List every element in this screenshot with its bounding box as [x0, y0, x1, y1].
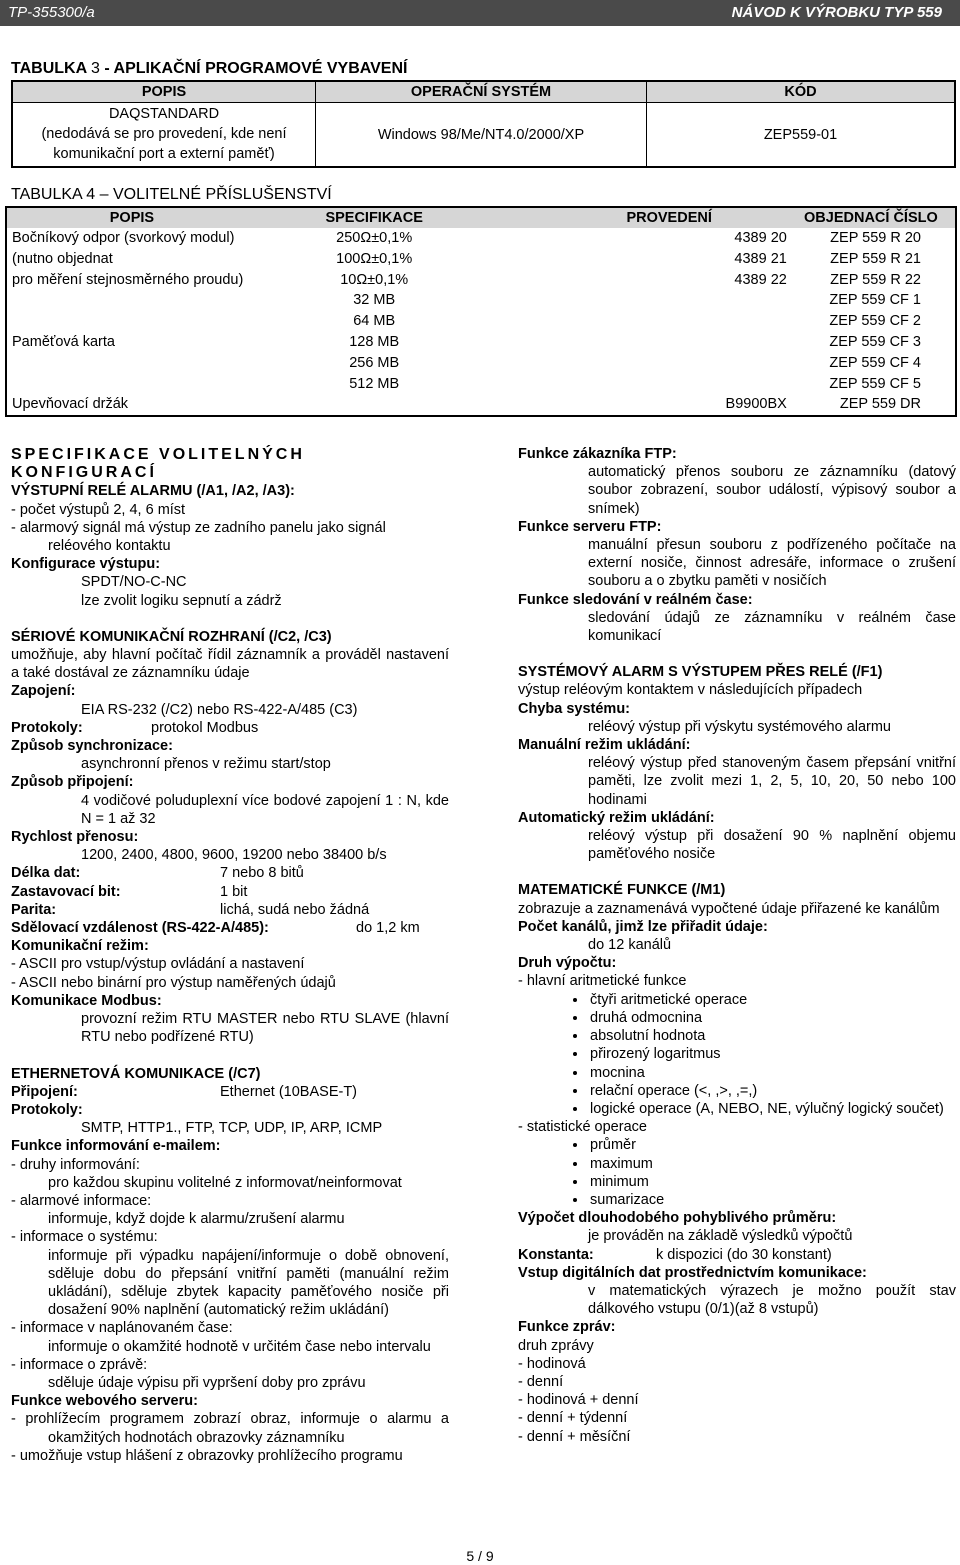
col-header: SPECIFIKACE [257, 207, 492, 228]
subheading: Funkce zákazníka FTP: [518, 446, 677, 462]
col-header: KÓD [647, 81, 956, 103]
table-row: Upevňovací držák B9900BX ZEP 559 DR [12, 396, 921, 413]
list-item: • druhá odmocnina [588, 1009, 956, 1027]
list-item: • minimum [588, 1173, 956, 1191]
list-item: • absolutní hodnota [588, 1027, 956, 1045]
doc-number: TP-355300/a [8, 4, 95, 21]
list-item: • sumarizace [588, 1191, 956, 1209]
list-item: • logické operace (A, NEBO, NE, výlučný logický součet) [588, 1100, 956, 1118]
subheading: VÝSTUPNÍ RELÉ ALARMU (/A1, /A2, /A3): [11, 483, 295, 500]
left-column: SPECIFIKACE VOLITELNÝCH KONFIGURACÍ VÝSTUPNÍ RELÉ ALARMU (/A1, /A2, /A3): - počet výstupů 2, 4, 6 míst - alarmový signál má výstup ze zadního panelu jako signál reléového kontaktu Konfigurace výstupu: SPDT/NO-C-NC lze zvolit logiku sepnutí a zádrž SÉRIOVÉ KOMUNIKAČNÍ ROZHRANÍ (/C2, /C3) umožňuje, aby hlavní počítač řídil záznamník a prováděl nastavení a také dostával ze záznamníku údaje Zapojení: EIA RS-232 (/C2) nebo RS-422-A/485 (C3) Protokoly: protokol Modbus Způsob synchronizace: asynchronní přenos v režimu start/stop Způsob připojení: 4 vodičové poluduplexní více bodové zapojení 1 : N, kde N = 1 až 32 Rychlost přenosu: 1200, 2400, 4800, 9600, 19200 nebo 38400 b/s Délka dat: 7 nebo 8 bitů Zastavovací bit: 1 bit Parita: lichá, sudá nebo žádná Sdělovací vzdálenost (RS-422-A/485): do 1,2 km Komunikační režim: - ASCII pro vstup/výstup ovládání a nastavení - ASCII nebo binární pro výstup naměřených údajů Komunikace Modbus: provozní režim RTU MASTER nebo RTU SLAVE (hlavní RTU nebo podřízené RTU) ETHERNETOVÁ KOMUNIKACE (/C7) Připojení: Ethernet (10BASE-T) Protokoly: SMTP, HTTP1., FTP, TCP, UDP, IP, ARP, ICMP Funkce informování e-mailem: - druhy informování: pro každou skupinu volitelné z informovat/neinformovat - alarmové informace: informuje, když dojde k alarmu/zrušení alarmu - informace o systému: informuje při výpadku napájení/informuje o době obnovení, sděluje dobu do přepsání vnitřní paměti (manuální režim ukládání), sděluje zbytek kapacity paměťového nosiče při dosažení 90% naplnění (automatický režim ukládání) - informace v naplánovaném čase: informuje o okamžité hodnotě v určitém čase nebo intervalu - informace o zprávě: sděluje údaje výpisu při vypršení doby pro zprávu Funkce webového serveru: - prohlížecím programem zobrazí obraz, informuje o alarmu a okamžitých hodnotách obrazovky záznamníku - umožňuje vstup hlášení z obrazovky prohlížecího programu [11, 446, 449, 1464]
table-row: 256 MB ZEP 559 CF 4 [349, 354, 921, 371]
table-row: (nutno objednat 100Ω±0,1% 4389 21 ZEP 559 R 21 [12, 250, 921, 267]
list-item: - hodinová [518, 1355, 586, 1372]
list-item: - denní + týdenní [518, 1410, 628, 1427]
table-row: 32 MB ZEP 559 CF 1 [353, 292, 921, 309]
table-row: Bočníkový odpor (svorkový modul) 250Ω±0,1% 4389 20 ZEP 559 R 20 [12, 230, 921, 246]
table4-caption: TABULKA 4 – VOLITELNÉ PŘÍSLUŠENSTVÍ [11, 186, 332, 203]
arith-list [518, 991, 956, 1118]
accessories-table [5, 206, 957, 417]
list-item: • maximum [588, 1155, 956, 1173]
table-row: Paměťová karta 128 MB ZEP 559 CF 3 [12, 333, 921, 350]
list-item: • mocnina [588, 1064, 956, 1082]
col-header: PROVEDENÍ [492, 207, 787, 228]
list-item: - hodinová + denní [518, 1392, 639, 1409]
col-header: OBJEDNACÍ ČÍSLO [787, 207, 956, 228]
stat-list [518, 1136, 956, 1209]
table-row: 512 MB ZEP 559 CF 5 [349, 375, 921, 392]
subheading: SÉRIOVÉ KOMUNIKAČNÍ ROZHRANÍ (/C2, /C3) [11, 628, 332, 645]
page-header [0, 0, 960, 26]
table-cell: DAQSTANDARD (nedodává se pro provedení, kde není komunikační port a externí paměť) [41, 106, 287, 162]
table-row [12, 103, 955, 168]
col-header: POPIS [6, 207, 257, 228]
section-title: KONFIGURACÍ [11, 464, 157, 482]
list-item: • přirozený logaritmus [588, 1045, 956, 1063]
table-cell: ZEP559-01 [647, 103, 956, 168]
list-item: • průměr [588, 1136, 956, 1154]
col-header: POPIS [12, 81, 316, 103]
list-item: • relační operace (<, ,>, ,=,) [588, 1082, 956, 1100]
table3-caption: TABULKA 3 - APLIKAČNÍ PROGRAMOVÉ VYBAVENÍ [11, 60, 408, 77]
doc-title: NÁVOD K VÝROBKU TYP 559 [731, 4, 942, 21]
list-item: • čtyři aritmetické operace [588, 991, 956, 1009]
subheading: MATEMATICKÉ FUNKCE (/M1) [518, 882, 726, 899]
col-header: OPERAČNÍ SYSTÉM [316, 81, 647, 103]
subheading: ETHERNETOVÁ KOMUNIKACE (/C7) [11, 1065, 261, 1082]
page-number: 5 / 9 [466, 1548, 494, 1564]
table-row: 64 MB ZEP 559 CF 2 [353, 313, 921, 330]
list-item: - denní + měsíční [518, 1428, 631, 1445]
table-row: pro měření stejnosměrného proudu) 10Ω±0,1% 4389 22 ZEP 559 R 22 [12, 271, 921, 288]
subheading: SYSTÉMOVÝ ALARM S VÝSTUPEM PŘES RELÉ (/F1) [518, 664, 883, 681]
software-table [11, 80, 956, 168]
right-column: Funkce zákazníka FTP: automatický přenos souboru ze záznamníku (datový soubor zobrazení, soubor událostí, výpisový soubor a snímek) Funkce serveru FTP: manuální přesun souboru z podřízeného počítače na externí nosiče, činnost adresáře, informace o zrušení souboru a o zbytku paměti v nosičích Funkce sledování v reálném čase: sledování údajů ze záznamníku v reálném čase komunikací SYSTÉMOVÝ ALARM S VÝSTUPEM PŘES RELÉ (/F1) výstup reléovým kontaktem v následujících případech Chyba systému: reléový výstup při výskytu systémového alarmu Manuální režim ukládání: reléový výstup před stanoveným časem přepsání vnitřní paměti, lze zvolit mezi 1, 2, 5, 10, 20, 50 nebo 100 hodinami Automatický režim ukládání: reléový výstup při dosažení 90 % naplnění objemu paměťového nosiče MATEMATICKÉ FUNKCE (/M1) zobrazuje a zaznamenává vypočtené údaje přiřazené ke kanálům Počet kanálů, jimž lze přiřadit údaje: do 12 kanálů Druh výpočtu: - hlavní aritmetické funkce • čtyři aritmetické operace • druhá odmocnina • absolutní hodnota • přirozený logaritmus • mocnina • relační operace (<, ,>, ,=,) • logické operace (A, NEBO, NE, výlučný logický součet) - statistické operace • průměr • maximum • minimum • sumarizace Výpočet dlouhodobého pohyblivého průměru: je prováděn na základě výsledků výpočtů Konstanta: k dispozici (do 30 konstant) Vstup digitálních dat prostřednictvím komunikace: v matematických výrazech je možno použít stav dálkového vstupu (0/1)(až 8 vstupů) Funkce zpráv: druh zprávy - hodinová - denní - hodinová + denní - denní + týdenní - denní + měsíční [518, 445, 956, 1446]
list-item: - denní [518, 1373, 564, 1390]
section-title: SPECIFIKACE VOLITELNÝCH [11, 446, 305, 463]
table-cell: Windows 98/Me/NT4.0/2000/XP [316, 103, 647, 168]
